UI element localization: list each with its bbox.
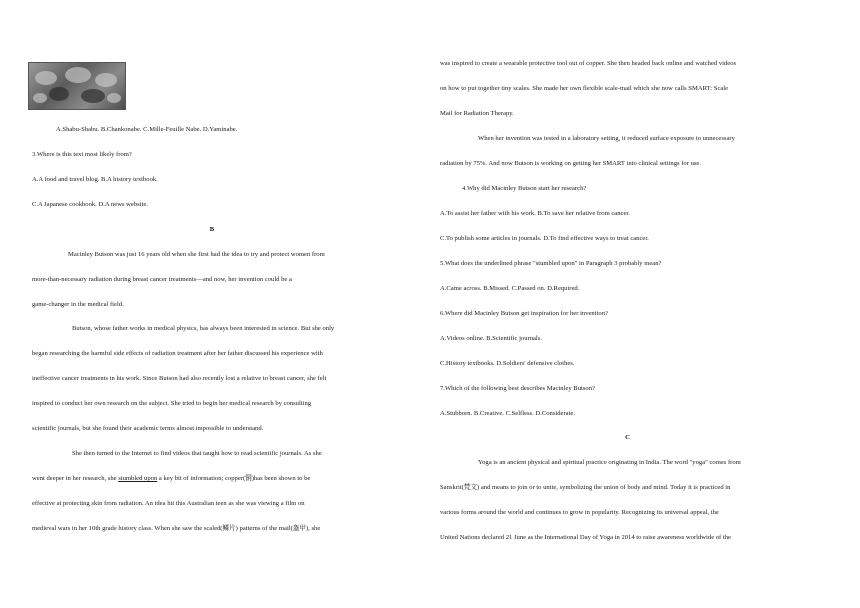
q3-options-cd: C.A Japanese cookbook. D.A news website.	[32, 201, 148, 208]
paragraph-3-line	[32, 475, 310, 483]
paragraph-1-line: game-changer in the medical field.	[32, 301, 124, 308]
paragraph-2-line: inspired to conduct her own research on the subject. She tried to begin her medical research by consulting	[32, 400, 312, 407]
q4-options-cd: C.To publish some articles in journals. D.To find effective ways to treat cancer.	[440, 235, 649, 242]
paragraph-2-line: Butson, whose father works in medical physics, has always been interested in science. But she only	[72, 325, 335, 332]
paragraph-3-line: effective at protecting skin from radiation. An idea hit this Australian teen as she was viewing a film on	[32, 500, 305, 507]
paragraph-3-continued: on how to put together tiny scales. She made her own flexible scale-mail which she now calls SMART: Scale	[440, 85, 729, 92]
q4-question: 4.Why did Macinley Butson start her research?	[462, 185, 587, 192]
q4-options-ab: A.To assist her father with his work. B.To save her relative from cancer.	[440, 210, 630, 217]
q5-question: 5.What does the underlined phrase "stumbled upon" in Paragraph 3 probably mean?	[440, 260, 662, 267]
paragraph-4-line: radiation by 75%. And now Butson is working on getting her SMART into clinical settings for use.	[440, 160, 702, 167]
q3-question: 3.Where is this text most likely from?	[32, 151, 132, 158]
paragraph-3-continued: was inspired to create a wearable protective tool out of copper. She then headed back online and watched videos	[440, 60, 737, 67]
passage-c-line: United Nations declared 21 June as the International Day of Yoga in 2014 to raise awareness worldwide of the	[440, 534, 731, 541]
q6-question: 6.Where did Macinley Butson get inspiration for her invention?	[440, 310, 608, 317]
paragraph-3-text: went deeper in her research, she	[32, 475, 119, 482]
q5-options: A.Came across. B.Missed. C.Passed on. D.Required.	[440, 285, 580, 292]
paragraph-2-line: scientific journals, but she found their academic terms almost impossible to understand.	[32, 425, 264, 432]
q2-options: A.Shabu-Shabu. B.Chankonabe. C.Mille-Feuille Nabe. D.Yaminabe.	[56, 126, 238, 133]
paragraph-1-line: Macinley Butson was just 16 years old when she first had the idea to try and protect women from	[68, 251, 325, 258]
stumbled-upon-underline: stumbled upon	[118, 475, 158, 482]
paragraph-3-continued: Mail for Radiation Therapy.	[440, 110, 514, 117]
q6-options-ab: A.Videos online. B.Scientific journals.	[440, 335, 542, 342]
q7-options: A.Stubborn. B.Creative. C.Selfless. D.Considerate.	[440, 410, 575, 417]
passage-c-line: Yoga is an ancient physical and spiritual practice originating in India. The word "yoga" comes from	[478, 459, 741, 466]
hotpot-photo	[28, 62, 126, 110]
q6-options-cd: C.History textbooks. D.Soldiers' defensive clothes.	[440, 360, 575, 367]
section-c-heading: C	[625, 434, 630, 441]
paragraph-1-line: more-than-necessary radiation during breast cancer treatments—and now, her invention could be a	[32, 276, 292, 283]
paragraph-3-text: a key bit of information; copper(铜)has been shown to be	[157, 475, 311, 482]
passage-c-line: various forms around the world and continues to grow in popularity. Recognizing its universal appeal, the	[440, 509, 719, 516]
paragraph-4-line: When her invention was tested in a laboratory setting, it reduced surface exposure to unnecessary	[478, 135, 735, 142]
paragraph-3-line: medieval wars in her 10th grade history class. When she saw the scaled(鳞片) patterns of the mail(盔甲), she	[32, 525, 321, 532]
paragraph-3-line: She then turned to the Internet to find videos that taught how to read scientific journals. As she	[72, 450, 322, 457]
paragraph-2-line: began researching the harmful side effects of radiation treatment after her father discussed his experience with	[32, 350, 323, 357]
q7-question: 7.Which of the following best describes Macinley Butson?	[440, 385, 595, 392]
paragraph-2-line: ineffective cancer treatments in his work. Since Butson had also recently lost a relative to breast cancer, she felt	[32, 375, 327, 382]
section-b-heading: B	[209, 226, 215, 233]
passage-c-line: Sanskrit(梵文) and means to join or to unite, symbolizing the union of body and mind. Today it is practiced in	[440, 484, 731, 491]
q3-options-ab: A.A food and travel blog. B.A history textbook.	[32, 176, 158, 183]
